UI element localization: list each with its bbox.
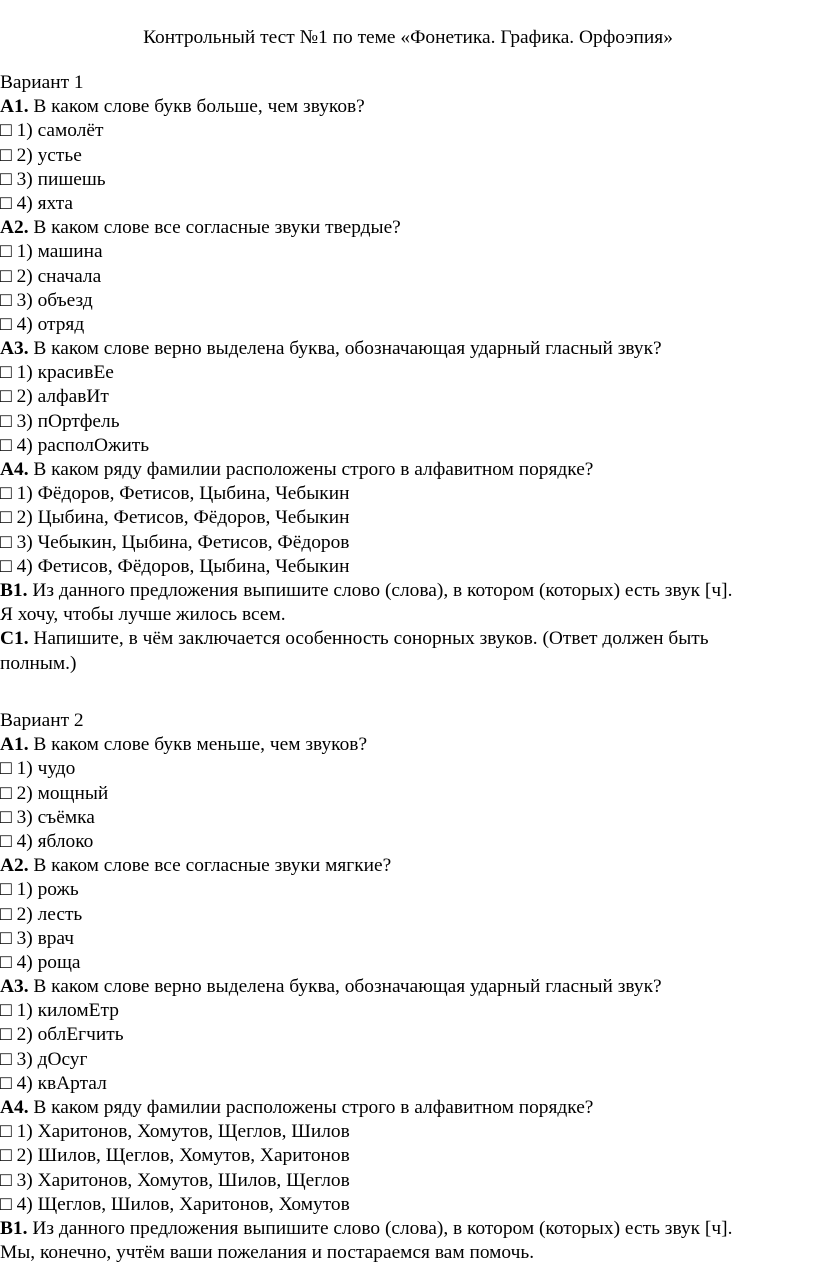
answer-option xyxy=(0,410,812,434)
answer-option xyxy=(0,119,812,143)
checkbox-icon: □ xyxy=(0,531,12,553)
option-text: 4) яблоко xyxy=(16,830,94,852)
option-text: 3) пОртфель xyxy=(16,410,120,432)
variant-1 xyxy=(0,71,812,676)
question-text: В каком слове букв меньше, чем звуков? xyxy=(28,734,368,756)
question-label: А2. xyxy=(0,217,29,239)
checkbox-icon: □ xyxy=(0,144,12,166)
option-text: 1) машина xyxy=(16,241,103,263)
checkbox-icon: □ xyxy=(0,1048,12,1070)
checkbox-icon: □ xyxy=(0,265,12,287)
question-line xyxy=(0,216,812,240)
answer-option xyxy=(0,878,812,902)
checkbox-icon: □ xyxy=(0,362,12,384)
answer-option xyxy=(0,782,812,806)
question-text: В каком ряду фамилии расположены строго в алфавитном порядке? xyxy=(28,459,594,480)
checkbox-icon: □ xyxy=(0,1072,12,1094)
task-b1-text: Из данного предложения выпишите слово (слова), в котором (которых) есть звук [ч]. xyxy=(27,1217,733,1239)
option-text: 3) дОсуг xyxy=(16,1048,88,1070)
checkbox-icon: □ xyxy=(0,806,12,828)
checkbox-icon: □ xyxy=(0,192,12,214)
checkbox-icon: □ xyxy=(0,951,12,973)
answer-option xyxy=(0,903,812,927)
variant-2 xyxy=(0,709,812,1265)
question-text: В каком слове букв больше, чем звуков? xyxy=(28,96,365,118)
answer-option xyxy=(0,951,812,975)
option-text: 2) лесть xyxy=(16,903,83,925)
option-text: 1) Фёдоров, Фетисов, Цыбина, Чебыкин xyxy=(16,483,350,505)
option-text: 1) киломЕтр xyxy=(16,1000,119,1022)
answer-option xyxy=(0,999,812,1023)
checkbox-icon: □ xyxy=(0,386,12,408)
task-c1-text: Напишите, в чём заключается особенность сонорных звуков. (Ответ должен быть xyxy=(28,628,709,650)
answer-option xyxy=(0,927,812,951)
task-c1-line xyxy=(0,627,812,651)
option-text: 1) красивЕе xyxy=(16,362,114,384)
option-text: 4) Фетисов, Фёдоров, Цыбина, Чебыкин xyxy=(16,555,350,577)
option-text: 1) самолёт xyxy=(16,120,104,142)
checkbox-icon: □ xyxy=(0,879,12,901)
answer-option xyxy=(0,830,812,854)
question-line xyxy=(0,95,812,119)
answer-option xyxy=(0,1048,812,1072)
question-text: В каком слове все согласные звуки мягкие? xyxy=(28,855,392,877)
option-text: 3) Харитонов, Хомутов, Шилов, Щеглов xyxy=(16,1169,350,1191)
answer-option xyxy=(0,434,812,458)
option-text: 4) яхта xyxy=(16,192,74,214)
answer-option xyxy=(0,1169,812,1193)
option-text: 1) рожь xyxy=(16,879,79,901)
option-text: 2) сначала xyxy=(16,265,102,287)
checkbox-icon: □ xyxy=(0,410,12,432)
question-text: В каком ряду фамилии расположены строго в алфавитном порядке? xyxy=(28,1097,594,1118)
checkbox-icon: □ xyxy=(0,830,12,852)
option-text: 2) Шилов, Щеглов, Хомутов, Харитонов xyxy=(16,1145,350,1167)
answer-option xyxy=(0,806,812,830)
checkbox-icon: □ xyxy=(0,1193,12,1215)
question-line xyxy=(0,1096,812,1120)
option-text: 3) врач xyxy=(16,927,75,949)
answer-option xyxy=(0,1023,812,1047)
checkbox-icon: □ xyxy=(0,507,12,529)
checkbox-icon: □ xyxy=(0,1145,12,1167)
answer-option xyxy=(0,192,812,216)
checkbox-icon: □ xyxy=(0,758,12,780)
checkbox-icon: □ xyxy=(0,168,12,190)
answer-option xyxy=(0,168,812,192)
option-text: 4) отряд xyxy=(16,313,85,335)
option-text: 2) алфавИт xyxy=(16,386,109,408)
checkbox-icon: □ xyxy=(0,782,12,804)
question-label: А1. xyxy=(0,734,29,756)
task-c1-continuation: полным.) xyxy=(0,652,77,674)
answer-option xyxy=(0,1072,812,1096)
task-b1-line xyxy=(0,1217,812,1241)
option-text: 1) чудо xyxy=(16,758,76,780)
answer-option xyxy=(0,313,812,337)
answer-option xyxy=(0,482,812,506)
answer-option xyxy=(0,1120,812,1144)
answer-option xyxy=(0,506,812,530)
question-line xyxy=(0,733,812,757)
answer-option xyxy=(0,265,812,289)
option-text: 1) Харитонов, Хомутов, Щеглов, Шилов xyxy=(16,1121,350,1143)
answer-option xyxy=(0,361,812,385)
checkbox-icon: □ xyxy=(0,120,12,142)
answer-option xyxy=(0,144,812,168)
checkbox-icon: □ xyxy=(0,434,12,456)
answer-option xyxy=(0,385,812,409)
checkbox-icon: □ xyxy=(0,927,12,949)
question-text: В каком слове верно выделена буква, обозначающая ударный гласный звук? xyxy=(28,338,662,360)
checkbox-icon: □ xyxy=(0,1169,12,1191)
option-text: 2) Цыбина, Фетисов, Фёдоров, Чебыкин xyxy=(16,507,350,529)
question-line xyxy=(0,458,812,482)
task-b1-line xyxy=(0,579,812,603)
question-text: В каком слове все согласные звуки твердые? xyxy=(28,217,401,239)
checkbox-icon: □ xyxy=(0,1000,12,1022)
option-text: 2) мощный xyxy=(16,782,109,804)
task-b1-sentence: Я хочу, чтобы лучше жилось всем. xyxy=(0,604,286,626)
checkbox-icon: □ xyxy=(0,903,12,925)
question-label: А4. xyxy=(0,1097,29,1118)
answer-option xyxy=(0,555,812,579)
option-text: 2) устье xyxy=(16,144,82,166)
checkbox-icon: □ xyxy=(0,289,12,311)
option-text: 2) облЕгчить xyxy=(16,1024,124,1046)
variant-heading: Вариант 2 xyxy=(0,710,84,731)
question-label: А2. xyxy=(0,855,29,877)
task-b1-label: В1. xyxy=(0,1217,28,1239)
option-text: 3) Чебыкин, Цыбина, Фетисов, Фёдоров xyxy=(16,531,350,553)
answer-option xyxy=(0,240,812,264)
checkbox-icon: □ xyxy=(0,241,12,263)
option-text: 4) располОжить xyxy=(16,434,150,456)
task-b1-sentence: Мы, конечно, учтём ваши пожелания и постараемся вам помочь. xyxy=(0,1242,535,1264)
question-line xyxy=(0,854,812,878)
option-text: 4) роща xyxy=(16,951,81,973)
page-title: Контрольный тест №1 по теме «Фонетика. Графика. Орфоэпия» xyxy=(143,27,673,48)
answer-option xyxy=(0,1144,812,1168)
option-text: 3) съёмка xyxy=(16,806,95,828)
option-text: 4) квАртал xyxy=(16,1072,107,1094)
checkbox-icon: □ xyxy=(0,1024,12,1046)
checkbox-icon: □ xyxy=(0,1121,12,1143)
question-label: А3. xyxy=(0,976,29,998)
answer-option xyxy=(0,1193,812,1217)
task-b1-text: Из данного предложения выпишите слово (слова), в котором (которых) есть звук [ч]. xyxy=(27,579,733,601)
option-text: 4) Щеглов, Шилов, Харитонов, Хомутов xyxy=(16,1193,350,1215)
option-text: 3) объезд xyxy=(16,289,93,311)
question-label: А3. xyxy=(0,338,29,360)
answer-option xyxy=(0,757,812,781)
answer-option xyxy=(0,289,812,313)
question-line xyxy=(0,337,812,361)
task-b1-label: В1. xyxy=(0,579,28,601)
option-text: 3) пишешь xyxy=(16,168,106,190)
task-c1-label: С1. xyxy=(0,628,29,650)
checkbox-icon: □ xyxy=(0,483,12,505)
question-label: А4. xyxy=(0,459,29,480)
question-line xyxy=(0,975,812,999)
variant-heading: Вариант 1 xyxy=(0,72,84,93)
question-text: В каком слове верно выделена буква, обозначающая ударный гласный звук? xyxy=(28,976,662,998)
question-label: А1. xyxy=(0,96,29,118)
answer-option xyxy=(0,531,812,555)
checkbox-icon: □ xyxy=(0,555,12,577)
checkbox-icon: □ xyxy=(0,313,12,335)
